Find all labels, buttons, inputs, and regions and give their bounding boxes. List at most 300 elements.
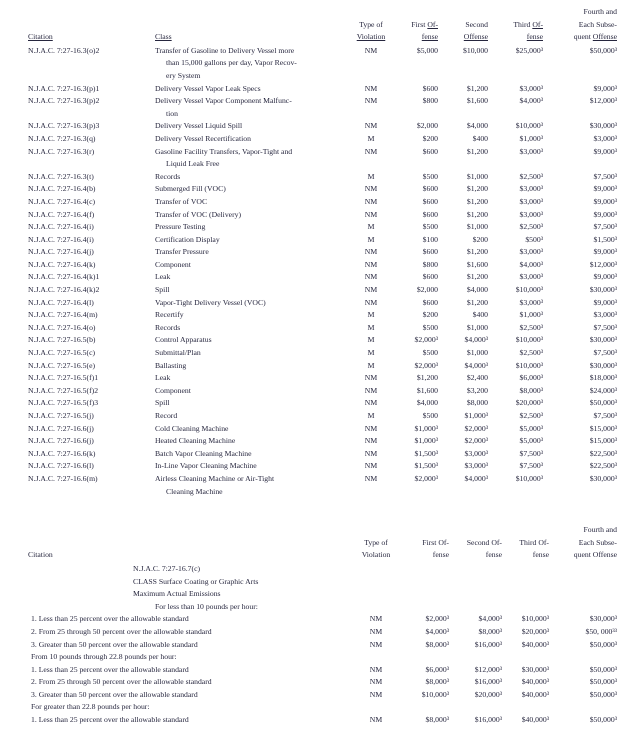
- class-cell: [155, 246, 340, 259]
- violation-type-cell: NM: [369, 689, 383, 699]
- table-row: [28, 309, 617, 322]
- fine-cell: $50,000³: [589, 689, 617, 699]
- table-row: [28, 120, 617, 133]
- class-cell: [155, 423, 340, 436]
- table-row: [28, 563, 617, 576]
- fine-cell: $400: [472, 133, 488, 143]
- fine-cell: $4,000³: [464, 335, 488, 345]
- fine-cell: $2,000³: [414, 473, 438, 483]
- table-row: [28, 473, 617, 498]
- violation-type-cell: NM: [364, 448, 378, 458]
- fine-cell: $1,200: [466, 297, 488, 307]
- fine-cell: $40,000³: [521, 677, 549, 687]
- class-heading-cell: CLASS Surface Coating or Graphic Arts: [133, 576, 259, 586]
- class-cell: [155, 309, 340, 322]
- fine-cell: $12,000³: [589, 96, 617, 106]
- fine-cell: $2,000: [416, 121, 438, 131]
- class-cell: [155, 322, 340, 335]
- citation-cell: N.J.A.C. 7:27-16.6(j): [28, 423, 94, 433]
- fine-cell: $600: [422, 146, 438, 156]
- fine-cell: $600: [422, 297, 438, 307]
- class-line: Record: [155, 411, 178, 420]
- violation-type-cell: NM: [364, 209, 378, 219]
- fine-cell: $2,000³: [464, 423, 488, 433]
- fine-cell: $500: [422, 348, 438, 358]
- fine-cell: $9,000³: [593, 297, 617, 307]
- fine-cell: $9,000³: [593, 196, 617, 206]
- fine-cell: $8,000³: [519, 385, 543, 395]
- violation-type-cell: NM: [369, 626, 383, 636]
- fine-cell: $3,000³: [519, 184, 543, 194]
- header-line: Third Of-: [513, 19, 543, 29]
- header-line: quent Offense: [573, 32, 617, 42]
- class-line: Records: [155, 171, 181, 181]
- citation-cell: N.J.A.C. 7:27-16.5(b): [28, 335, 96, 345]
- fine-cell: $20,000³: [521, 626, 549, 636]
- fine-cell: $1,000³: [414, 423, 438, 433]
- fine-cell: $50,000³: [589, 45, 617, 55]
- violation-type-cell: NM: [364, 184, 378, 194]
- table-row: [28, 196, 617, 209]
- violation-type-cell: M: [367, 133, 375, 143]
- emission-item-cell: 1. Less than 25 percent over the allowable standard: [31, 614, 189, 624]
- violation-type-cell: NM: [364, 121, 378, 131]
- table-row: [28, 410, 617, 423]
- citation-cell: N.J.A.C. 7:27-16.6(j): [28, 436, 94, 446]
- class-line: Delivery Vessel Vapor Component Malfunc-: [155, 96, 292, 106]
- header-line: Second Of-: [466, 537, 502, 547]
- class-line: Transfer of VOC: [155, 196, 208, 206]
- fine-cell: $3,000³: [464, 448, 488, 458]
- column-header-class: [155, 31, 340, 44]
- fine-cell: $50,000³: [589, 677, 617, 687]
- fine-cell: $4,000: [466, 285, 488, 295]
- violation-type-cell: NM: [364, 247, 378, 257]
- fine-cell: $6,000³: [519, 373, 543, 383]
- fine-cell: $7,500³: [593, 222, 617, 232]
- emission-item-cell: 1. Less than 25 percent over the allowable standard: [31, 664, 189, 674]
- header-line: fense: [485, 550, 502, 560]
- violation-type-cell: NM: [364, 272, 378, 282]
- table-row: [28, 651, 617, 664]
- table-row: [28, 576, 617, 589]
- table-row: [28, 171, 617, 184]
- header-line: [28, 31, 155, 44]
- class-line: Recertify: [155, 310, 184, 320]
- fine-cell: $1,600: [416, 385, 438, 395]
- fine-cell: $3,000³: [519, 83, 543, 93]
- fine-cell: $8,000³: [425, 715, 449, 725]
- fine-cell: $600: [422, 247, 438, 257]
- table-row: [28, 397, 617, 410]
- table-row: [28, 183, 617, 196]
- violation-type-cell: M: [367, 411, 375, 420]
- fine-cell: $1,200: [466, 247, 488, 257]
- emission-item-cell: 1. Less than 25 percent over the allowable standard: [31, 715, 189, 725]
- fine-cell: $400: [472, 310, 488, 320]
- underlined-text: fense: [421, 32, 438, 42]
- fine-cell: $20,000³: [515, 398, 543, 408]
- fine-cell: $3,000³: [464, 461, 488, 471]
- citation-cell: N.J.A.C. 7:27-16.4(l): [28, 297, 94, 307]
- citation-cell: N.J.A.C. 7:27-16.5(j): [28, 411, 94, 420]
- fine-cell: $1,600: [466, 259, 488, 269]
- fine-cell: $1,000: [466, 348, 488, 358]
- violation-type-cell: NM: [369, 664, 383, 674]
- fine-cell: $4,000: [416, 398, 438, 408]
- table-row: [28, 601, 617, 614]
- table-row: [28, 246, 617, 259]
- fine-cell: $25,000³: [515, 45, 543, 55]
- violation-type-cell: NM: [364, 146, 378, 156]
- class-line: Records: [155, 322, 181, 332]
- fine-cell: $3,000³: [519, 272, 543, 282]
- citation-cell: N.J.A.C. 7:27-16.4(f): [28, 209, 95, 219]
- fine-cell: $200: [422, 133, 438, 143]
- fine-cell: $16,000³: [474, 715, 502, 725]
- class-line: Heated Cleaning Machine: [155, 436, 236, 446]
- fine-cell: $600: [422, 272, 438, 282]
- citation-cell: N.J.A.C. 7:27-16.4(m): [28, 310, 98, 320]
- fine-cell: $10,000³: [521, 614, 549, 624]
- fine-cell: $8,000³: [425, 677, 449, 687]
- violation-type-cell: NM: [364, 285, 378, 295]
- class-cell: [155, 297, 340, 310]
- table-row: [28, 271, 617, 284]
- fine-cell: $15,000³: [589, 423, 617, 433]
- violation-type-cell: NM: [369, 639, 383, 649]
- class-line: Certification Display: [155, 234, 220, 244]
- class-line: Gasoline Facility Transfers, Vapor-Tight and: [155, 146, 293, 156]
- fine-cell: $1,200: [466, 196, 488, 206]
- table-row: [28, 221, 617, 234]
- table-row: [28, 347, 617, 360]
- fine-cell: $9,000³: [593, 146, 617, 156]
- fine-cell: $1,000: [466, 322, 488, 332]
- class-line: Transfer of Gasoline to Delivery Vessel more: [155, 45, 295, 55]
- table-row: [28, 423, 617, 436]
- emission-item-cell: 2. From 25 through 50 percent over the allowable standard: [31, 677, 212, 687]
- citation-cell: N.J.A.C. 7:27-16.5(c): [28, 348, 96, 358]
- fine-cell: $500: [422, 411, 438, 420]
- table-row: [28, 209, 617, 222]
- violation-type-cell: M: [367, 348, 375, 358]
- table-row: [28, 435, 617, 448]
- violation-type-cell: NM: [364, 196, 378, 206]
- fine-cell: $2,500³: [519, 171, 543, 181]
- fine-cell: $1,200: [466, 209, 488, 219]
- column-header-citation: [28, 549, 345, 562]
- class-line: Pressure Testing: [155, 222, 206, 232]
- fine-cell: $3,000³: [593, 133, 617, 143]
- fine-cell: $8,000³: [478, 626, 502, 636]
- class-line: Liquid Leak Free: [166, 159, 220, 169]
- underlined-text: Of-: [532, 19, 543, 29]
- class-line: Delivery Vessel Liquid Spill: [155, 121, 243, 131]
- table-row: [28, 334, 617, 347]
- class-cell: [155, 83, 340, 96]
- citation-cell: N.J.A.C. 7:27-16.3(t): [28, 171, 94, 181]
- fine-cell: $24,000³: [589, 385, 617, 395]
- column-header-third-offense: [502, 537, 549, 562]
- fine-cell: $22,500³: [589, 461, 617, 471]
- class-line: Spill: [155, 285, 170, 295]
- class-cell: [155, 473, 340, 498]
- header-line: [402, 31, 438, 44]
- fine-cell: $12,000³: [474, 664, 502, 674]
- class-line: ery System: [166, 70, 201, 80]
- violation-type-cell: NM: [369, 677, 383, 687]
- fine-cell: $3,000³: [519, 196, 543, 206]
- fine-cell: $9,000³: [593, 247, 617, 257]
- underlined-text: fense: [526, 32, 543, 42]
- table-row: [28, 613, 617, 626]
- citation-cell: N.J.A.C. 7:27-16.5(f)2: [28, 385, 99, 395]
- fine-cell: $40,000³: [521, 715, 549, 725]
- class-line: Spill: [155, 398, 170, 408]
- fine-cell: $4,000³: [519, 96, 543, 106]
- table-row: [28, 639, 617, 652]
- violation-type-cell: NM: [364, 373, 378, 383]
- table-row: [28, 460, 617, 473]
- fine-cell: $1,200: [466, 272, 488, 282]
- class-line: Airless Cleaning Machine or Air-Tight: [155, 473, 275, 483]
- fine-cell: $3,000³: [519, 247, 543, 257]
- header-line: Fourth and: [583, 525, 617, 535]
- fine-cell: $9,000³: [593, 184, 617, 194]
- fine-cell: $30,000³: [589, 335, 617, 345]
- fine-cell: $5,000³: [519, 423, 543, 433]
- violation-type-cell: NM: [364, 398, 378, 408]
- class-line: Transfer of VOC (Delivery): [155, 209, 242, 219]
- fine-cell: $7,500³: [593, 348, 617, 358]
- class-cell: [155, 385, 340, 398]
- violation-type-cell: NM: [364, 259, 378, 269]
- fine-cell: $50,000³: [589, 715, 617, 725]
- header-line: fense: [432, 550, 449, 560]
- citation-cell: N.J.A.C. 7:27-16.3(o)2: [28, 45, 100, 55]
- violation-type-cell: M: [367, 310, 375, 320]
- fine-cell: $2,000³: [414, 360, 438, 370]
- citation-cell: N.J.A.C. 7:27-16.3(p)2: [28, 96, 100, 106]
- class-cell: [155, 410, 340, 423]
- table-row: [28, 676, 617, 689]
- citation-cell: N.J.A.C. 7:27-16.4(j): [28, 247, 94, 257]
- citation-cell: N.J.A.C. 7:27-16.4(b): [28, 184, 96, 194]
- column-header-type-of-violation: [340, 19, 402, 44]
- citation-cell: N.J.A.C. 7:27-16.5(f)1: [28, 373, 99, 383]
- fine-cell: $7,500³: [519, 461, 543, 471]
- class-line: Transfer Pressure: [155, 247, 209, 257]
- fine-cell: $3,200: [466, 385, 488, 395]
- citation-cell: N.J.A.C. 7:27-16.4(k): [28, 259, 96, 269]
- header-line: Third Of-: [519, 537, 549, 547]
- fine-cell: $600: [422, 83, 438, 93]
- emission-item-cell: 3. Greater than 50 percent over the allowable standard: [31, 639, 198, 649]
- violation-type-cell: NM: [369, 715, 383, 725]
- class-cell: [155, 360, 340, 373]
- table-row: [28, 385, 617, 398]
- table-row: [28, 284, 617, 297]
- header-line: [155, 31, 340, 44]
- fine-cell: $50,000³: [589, 664, 617, 674]
- column-header-third-offense: [488, 19, 543, 44]
- penalty-schedule-table-1: [28, 6, 617, 498]
- header-line: [340, 31, 402, 44]
- table-row: [28, 45, 617, 83]
- fine-cell: $1,000³: [519, 310, 543, 320]
- header-line: Type of: [364, 537, 388, 547]
- group-heading-cell: For greater than 22.8 pounds per hour:: [31, 702, 150, 712]
- table-row: [28, 372, 617, 385]
- fine-cell: $2,000: [416, 285, 438, 295]
- fine-cell: $2,500³: [519, 348, 543, 358]
- class-line: Ballasting: [155, 360, 187, 370]
- column-header-citation: [28, 31, 155, 44]
- violation-type-cell: NM: [364, 45, 378, 55]
- fine-cell: $4,000³: [464, 473, 488, 483]
- group-heading-cell: From 10 pounds through 22.8 pounds per hour:: [31, 652, 177, 662]
- fine-cell: $4,000³: [478, 614, 502, 624]
- class-cell: [155, 284, 340, 297]
- fine-cell: $9,000³: [593, 209, 617, 219]
- underlined-text: Offense: [592, 32, 617, 42]
- fine-cell: $7,500³: [519, 448, 543, 458]
- class-cell: [155, 171, 340, 184]
- table1-header-row: [28, 6, 617, 44]
- table-row: [28, 448, 617, 461]
- fine-cell: $600: [422, 196, 438, 206]
- fine-cell: $10,000³: [421, 689, 449, 699]
- class-line: Leak: [155, 272, 171, 282]
- fine-cell: $1,600: [466, 96, 488, 106]
- class-line: Submittal/Plan: [155, 348, 201, 358]
- table-row: [28, 664, 617, 677]
- fine-cell: $12,000³: [589, 259, 617, 269]
- table-row: [28, 701, 617, 714]
- column-header-second-offense: [449, 537, 502, 562]
- column-header-first-offense: [402, 19, 438, 44]
- column-header-second-offense: [438, 19, 488, 44]
- class-cell: [155, 347, 340, 360]
- fine-cell: $100: [422, 234, 438, 244]
- header-line: Type of: [359, 19, 383, 29]
- class-line: Cold Cleaning Machine: [155, 423, 229, 433]
- fine-cell: $4,000: [466, 121, 488, 131]
- header-line: [488, 31, 543, 44]
- class-line: Batch Vapor Cleaning Machine: [155, 448, 252, 458]
- fine-cell: $1,000³: [519, 133, 543, 143]
- class-cell: [155, 259, 340, 272]
- header-line: [438, 31, 488, 44]
- class-cell: [155, 196, 340, 209]
- class-line: Component: [155, 385, 191, 395]
- class-cell: [155, 460, 340, 473]
- fine-cell: $30,000³: [521, 664, 549, 674]
- class-cell: [155, 372, 340, 385]
- table-row: [28, 146, 617, 171]
- violation-type-cell: NM: [364, 297, 378, 307]
- table2-header-row: [28, 524, 617, 562]
- table-row: [28, 259, 617, 272]
- fine-cell: $40,000³: [521, 689, 549, 699]
- fine-cell: $500: [422, 222, 438, 232]
- violation-type-cell: NM: [364, 96, 378, 106]
- class-line: Component: [155, 259, 191, 269]
- fine-cell: $600: [422, 184, 438, 194]
- fine-cell: $1,200: [466, 83, 488, 93]
- fine-cell: $5,000: [416, 45, 438, 55]
- fine-cell: $1,200: [416, 373, 438, 383]
- column-header-type-of-violation: [345, 537, 407, 562]
- class-cell: [155, 435, 340, 448]
- violation-type-cell: M: [367, 322, 375, 332]
- citation-cell: N.J.A.C. 7:27-16.4(i): [28, 222, 94, 232]
- header-line: Second: [465, 19, 488, 29]
- violation-type-cell: NM: [364, 385, 378, 395]
- fine-cell: $50, 000³³: [585, 626, 617, 636]
- violation-type-cell: M: [367, 234, 375, 244]
- class-cell: [155, 397, 340, 410]
- violation-type-cell: M: [367, 335, 375, 345]
- column-header-first-offense: [407, 537, 449, 562]
- fine-cell: $7,500³: [593, 411, 617, 420]
- class-line: In-Line Vapor Cleaning Machine: [155, 461, 257, 471]
- fine-cell: $800: [422, 96, 438, 106]
- penalty-schedule-table-2: [28, 524, 617, 727]
- fine-cell: $1,000: [466, 222, 488, 232]
- fine-cell: $3,000³: [519, 209, 543, 219]
- fine-cell: $10,000³: [515, 335, 543, 345]
- fine-cell: $50,000³: [589, 398, 617, 408]
- class-line: Cleaning Machine: [166, 486, 223, 496]
- header-line: First Of-: [422, 537, 449, 547]
- header-line: Violation: [361, 550, 391, 560]
- citation-cell: N.J.A.C. 7:27-16.6(l): [28, 461, 94, 471]
- fine-cell: $1,500³: [414, 461, 438, 471]
- table-row: [28, 714, 617, 727]
- fine-cell: $1,500³: [593, 234, 617, 244]
- table-row: [28, 297, 617, 310]
- citation-cell: N.J.A.C. 7:27-16.3(q): [28, 133, 96, 143]
- header-line: Citation: [28, 550, 53, 560]
- citation-cell: N.J.A.C. 7:27-16.4(c): [28, 196, 96, 206]
- fine-cell: $7,500³: [593, 171, 617, 181]
- header-line: Each Subse-: [578, 537, 617, 547]
- fine-cell: $20,000³: [474, 689, 502, 699]
- fine-cell: $10,000: [463, 45, 488, 55]
- fine-cell: $16,000³: [474, 677, 502, 687]
- table-row: [28, 83, 617, 96]
- table-row: [28, 95, 617, 120]
- fine-cell: $30,000³: [589, 360, 617, 370]
- fine-cell: $4,000³: [519, 259, 543, 269]
- class-line: Delivery Vessel Vapor Leak Specs: [155, 83, 261, 93]
- fine-cell: $10,000³: [515, 360, 543, 370]
- fine-cell: $600: [422, 209, 438, 219]
- fine-cell: $9,000³: [593, 272, 617, 282]
- table-row: [28, 689, 617, 702]
- citation-cell: N.J.A.C. 7:27-16.5(f)3: [28, 398, 99, 408]
- emission-item-cell: 3. Greater than 50 percent over the allowable standard: [31, 689, 198, 699]
- class-line: tion: [166, 108, 178, 118]
- violation-type-cell: M: [367, 222, 375, 232]
- fine-cell: $1,500³: [414, 448, 438, 458]
- citation-cell: N.J.A.C. 7:27-16.4(i): [28, 234, 94, 244]
- violation-type-cell: NM: [369, 614, 383, 624]
- table-row: [28, 234, 617, 247]
- class-cell: [155, 221, 340, 234]
